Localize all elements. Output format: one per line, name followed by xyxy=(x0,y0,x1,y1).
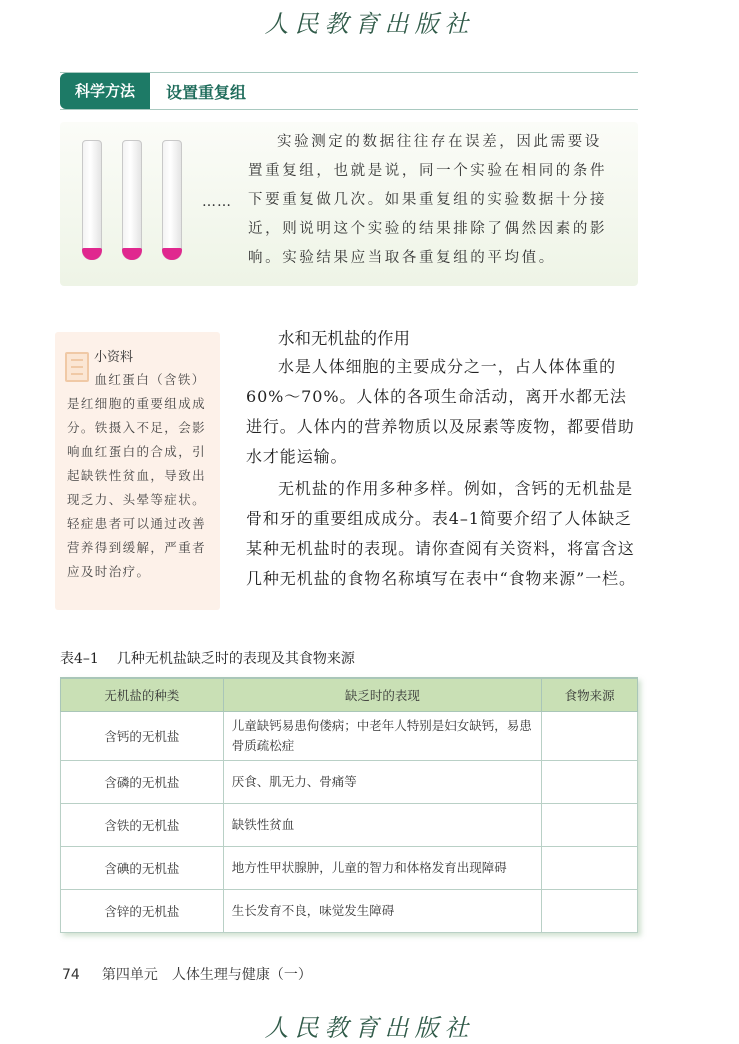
science-method-tag: 科学方法 xyxy=(60,73,150,109)
test-tube-icon xyxy=(82,140,102,260)
science-method-title: 设置重复组 xyxy=(166,82,247,102)
table-header-row xyxy=(61,678,638,712)
science-method-text: 实验测定的数据往往存在误差，因此需要设置重复组，也就是说，同一个实验在相同的条件下要重复做几次。如果重复组的实验数据十分接近，则说明这个实验的结果排除了偶然因素的影响。实验结果应当取各重复组的平均值。 xyxy=(248,134,608,266)
publisher-logo-bottom: 人民教育出版社 xyxy=(264,1014,475,1042)
table-row xyxy=(61,712,638,761)
page-footer xyxy=(62,964,312,984)
table-number: 表4–1 xyxy=(60,651,99,667)
food-source-cell[interactable] xyxy=(542,712,638,761)
mineral-salt-table xyxy=(60,677,638,933)
test-tube-icon xyxy=(122,140,142,260)
science-method-header xyxy=(60,72,638,110)
table-row xyxy=(61,890,638,933)
page-number: 74 xyxy=(62,967,80,983)
section-title: 水和无机盐的作用 xyxy=(278,329,410,348)
symptom-cell: 生长发育不良，味觉发生障碍 xyxy=(223,890,541,933)
mineral-kind-cell: 含碘的无机盐 xyxy=(61,847,224,890)
column-header: 无机盐的种类 xyxy=(61,678,224,712)
table-row xyxy=(61,847,638,890)
table-row xyxy=(61,804,638,847)
symptom-cell: 厌食、肌无力、骨痛等 xyxy=(223,761,541,804)
column-header: 缺乏时的表现 xyxy=(223,678,541,712)
body-paragraph: 无机盐的作用多种多样。例如，含钙的无机盐是骨和牙的重要组成成分。表4–1简要介绍了人体缺乏某种无机盐时的表现。请你查阅有关资料，将富含这几种无机盐的食物名称填写在表中“食物来源”一栏。 xyxy=(246,479,636,588)
table-title: 几种无机盐缺乏时的表现及其食物来源 xyxy=(116,651,355,667)
food-source-cell[interactable] xyxy=(542,890,638,933)
mineral-kind-cell: 含磷的无机盐 xyxy=(61,761,224,804)
publisher-logo-top: 人民教育出版社 xyxy=(264,10,475,38)
food-source-cell[interactable] xyxy=(542,761,638,804)
test-tube-icon xyxy=(162,140,182,260)
mineral-kind-cell: 含钙的无机盐 xyxy=(61,712,224,761)
symptom-cell: 缺铁性贫血 xyxy=(223,804,541,847)
unit-title: 第四单元 人体生理与健康（一） xyxy=(101,967,312,983)
ellipsis: …… xyxy=(202,194,232,210)
mineral-kind-cell: 含锌的无机盐 xyxy=(61,890,224,933)
table-row xyxy=(61,761,638,804)
symptom-cell: 地方性甲状腺肿，儿童的智力和体格发育出现障碍 xyxy=(223,847,541,890)
info-sidebar-text: 血红蛋白（含铁）是红细胞的重要组成成分。铁摄入不足，会影响血红蛋白的合成，引起缺铁性贫血，导致出现乏力、头晕等症状。轻症患者可以通过改善营养得到缓解，严重者应及时治疗。 xyxy=(67,372,207,579)
info-sidebar xyxy=(55,332,220,610)
science-method-box xyxy=(60,122,638,286)
mineral-kind-cell: 含铁的无机盐 xyxy=(61,804,224,847)
food-source-cell[interactable] xyxy=(542,804,638,847)
body-paragraph: 水是人体细胞的主要成分之一，占人体体重的60%～70%。人体的各项生命活动，离开水都无法进行。人体内的营养物质以及尿素等废物，都要借助水才能运输。 xyxy=(246,357,635,466)
symptom-cell: 儿童缺钙易患佝偻病；中老年人特别是妇女缺钙，易患骨质疏松症 xyxy=(223,712,541,761)
food-source-cell[interactable] xyxy=(542,847,638,890)
table-caption xyxy=(60,648,355,668)
column-header: 食物来源 xyxy=(542,678,638,712)
info-sidebar-title: 小资料 xyxy=(94,350,134,365)
